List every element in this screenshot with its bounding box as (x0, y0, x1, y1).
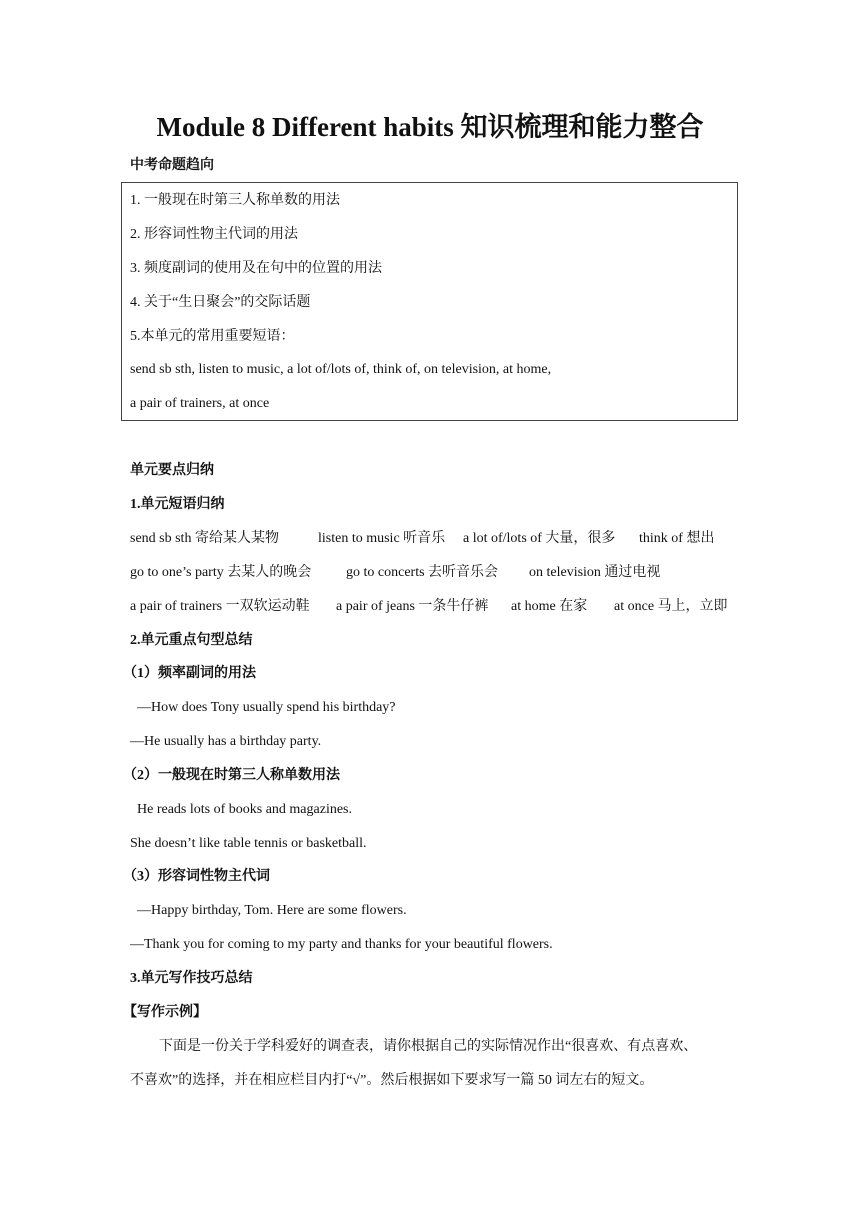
section-1-heading: （1）频率副词的用法 (123, 666, 256, 681)
writing-example-label: 【写作示例】 (123, 1005, 207, 1020)
phrases-heading: 1.单元短语归纳 (130, 497, 225, 512)
section-3-heading: （3）形容词性物主代词 (123, 869, 270, 884)
trend-item: 4. 关于“生日聚会”的交际话题 (130, 295, 311, 310)
page-title: Module 8 Different habits 知识梳理和能力整合 (156, 112, 704, 142)
section-2-heading: （2）一般现在时第三人称单数用法 (123, 768, 340, 783)
trend-item: send sb sth, listen to music, a lot of/lots of, think of, on television, at home, (130, 362, 552, 377)
phrase-item: at home 在家 (511, 599, 588, 614)
trend-heading: 中考命题趋向 (130, 158, 214, 173)
phrase-item: a pair of trainers 一双软运动鞋 (130, 599, 310, 614)
phrase-item: a pair of jeans 一条牛仔裤 (336, 599, 489, 614)
trend-box (121, 182, 738, 421)
phrase-item: a lot of/lots of 大量，很多 (463, 531, 616, 546)
phrase-item: listen to music 听音乐 (318, 531, 446, 546)
trend-item: 3. 频度副词的使用及在句中的位置的用法 (130, 261, 382, 276)
summary-heading: 单元要点归纳 (130, 463, 214, 478)
writing-paragraph-line: 下面是一份关于学科爱好的调查表，请你根据自己的实际情况作出“很喜欢、有点喜欢、 (159, 1039, 698, 1054)
trend-item: 2. 形容词性物主代词的用法 (130, 227, 298, 242)
trend-item: 5.本单元的常用重要短语： (130, 329, 295, 344)
phrase-item: go to one’s party 去某人的晚会 (130, 565, 312, 580)
phrase-item: send sb sth 寄给某人某物 (130, 531, 279, 546)
writing-heading: 3.单元写作技巧总结 (130, 971, 253, 986)
writing-paragraph-line: 不喜欢”的选择，并在相应栏目内打“√”。然后根据如下要求写一篇 50 词左右的短文。 (130, 1073, 654, 1088)
example-sentence: —How does Tony usually spend his birthday? (130, 700, 396, 715)
example-sentence: —Thank you for coming to my party and thanks for your beautiful flowers. (130, 937, 553, 952)
example-sentence: —He usually has a birthday party. (130, 734, 322, 749)
phrase-item: think of 想出 (639, 531, 715, 546)
sentences-heading: 2.单元重点句型总结 (130, 633, 253, 648)
example-sentence: He reads lots of books and magazines. (130, 802, 352, 817)
trend-item: a pair of trainers, at once (130, 396, 270, 411)
example-sentence: She doesn’t like table tennis or basketball. (130, 836, 367, 851)
phrase-item: on television 通过电视 (529, 565, 661, 580)
phrase-item: at once 马上，立即 (614, 599, 728, 614)
trend-item: 1. 一般现在时第三人称单数的用法 (130, 193, 340, 208)
phrase-item: go to concerts 去听音乐会 (346, 565, 499, 580)
example-sentence: —Happy birthday, Tom. Here are some flowers. (130, 903, 407, 918)
